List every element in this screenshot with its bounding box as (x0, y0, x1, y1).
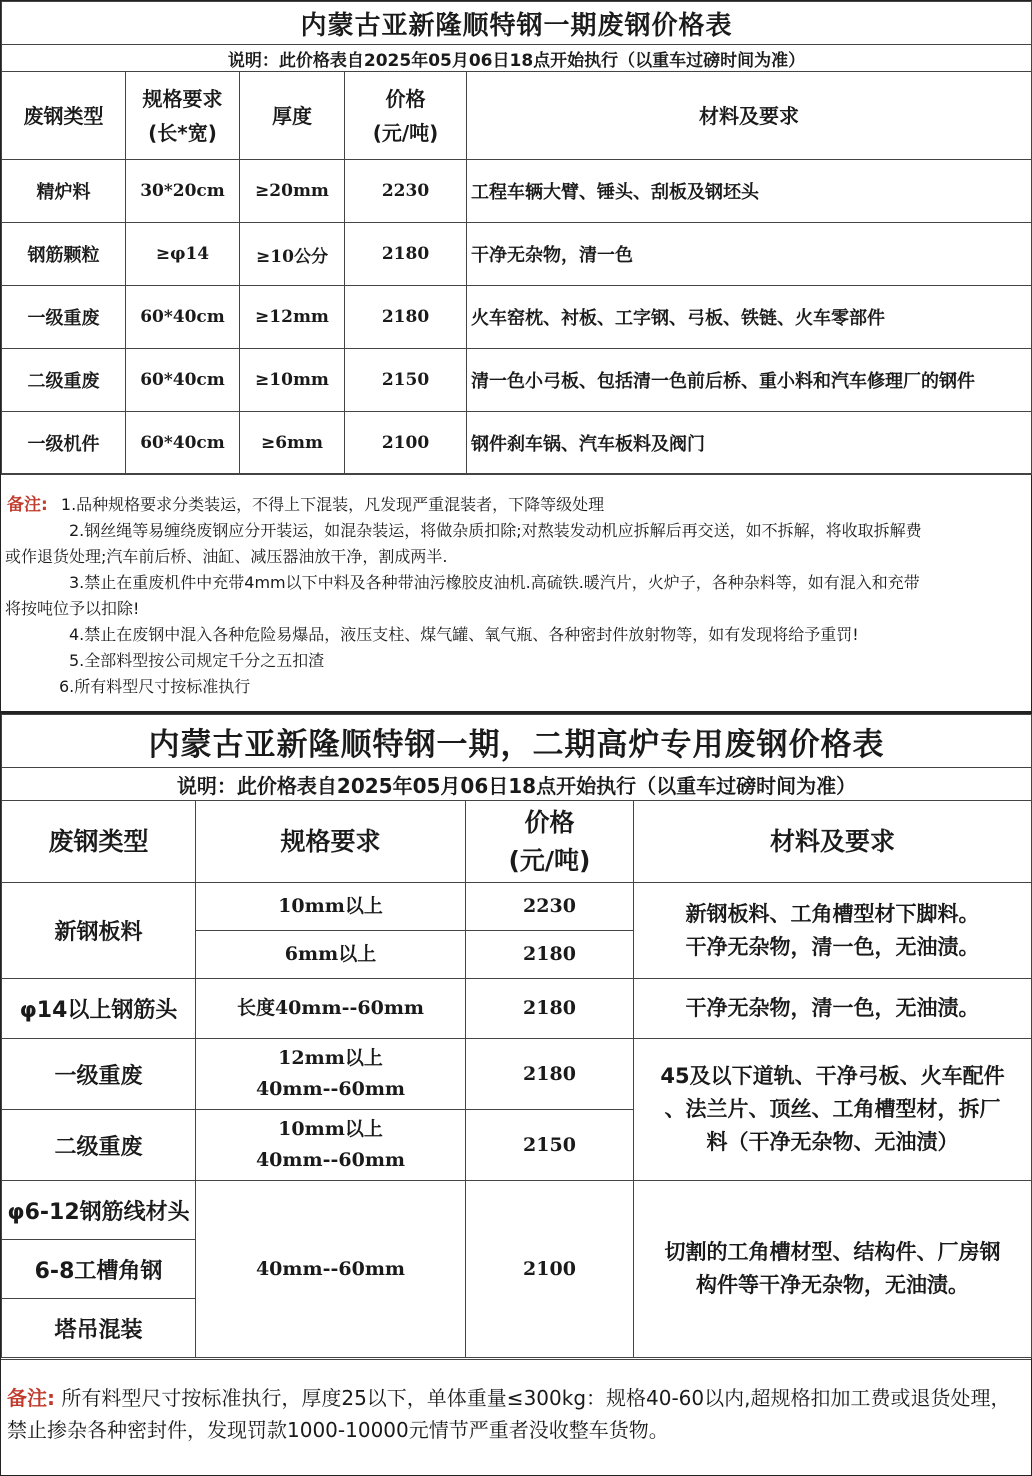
table-note: 说明：此价格表自2025年05月06日18点开始执行（以重车过磅时间为准） (2, 45, 1032, 72)
cell-type: 二级重废 (2, 349, 126, 412)
cell-material: 火车窑枕、衬板、工字钢、弓板、铁链、火车零部件 (467, 286, 1032, 349)
header-price (345, 72, 467, 160)
cell-type: 新钢板料 (2, 883, 196, 979)
cell-thickness: ≥6mm (240, 412, 345, 475)
remark-item-2a: 2.钢丝绳等易缠绕废钢应分开装运，如混杂装运，将做杂质扣除;对熬装发动机应拆解后再交送，如不拆解，将收取拆解费 (69, 521, 922, 540)
remark-item-3b: 将按吨位予以扣除! (5, 599, 140, 618)
cell-thickness: ≥10公分 (240, 223, 345, 286)
header-spec (126, 72, 240, 160)
spec-line: 40mm--60mm (255, 1078, 406, 1100)
remarks-phase1 (1, 473, 1031, 710)
cell-spec: ≥φ14 (126, 223, 240, 286)
cell-type: 钢筋颗粒 (2, 223, 126, 286)
table-title: 内蒙古亚新隆顺特钢一期废钢价格表 (2, 2, 1032, 45)
material-line: 切割的工角槽材型、结构件、厂房钢 (664, 1240, 1001, 1264)
remarks-label: 备注: (7, 495, 48, 515)
remark-item-6: 6.所有料型尺寸按标准执行 (59, 677, 251, 696)
header-price-line1: 价格 (385, 86, 426, 111)
header-type: 废钢类型 (2, 72, 126, 160)
header-material: 材料及要求 (634, 801, 1032, 883)
cell-price: 2100 (345, 412, 467, 475)
material-line: 新钢板料、工角槽型材下脚料。 (685, 901, 980, 926)
cell-price: 2230 (345, 160, 467, 223)
remark-item-5: 5.全部料型按公司规定千分之五扣渣 (69, 651, 325, 670)
header-price-line2: (元/吨) (508, 845, 591, 875)
cell-price: 2150 (345, 349, 467, 412)
cell-material: 干净无杂物，清一色 (467, 223, 1032, 286)
spec-line: 12mm以上 (278, 1047, 383, 1069)
material-line: 干净无杂物，清一色，无油渍。 (685, 934, 980, 959)
cell-spec: 60*40cm (126, 412, 240, 475)
header-material: 材料及要求 (467, 72, 1032, 160)
price-table-phase1 (1, 1, 1032, 475)
remark-item-3a: 3.禁止在重废机件中充带4mm以下中料及各种带油污橡胶皮油机.高硫铁.暖汽片，火炉子，各种杂料等，如有混入和充带 (69, 573, 920, 592)
cell-price: 2180 (345, 286, 467, 349)
cell-spec (196, 1110, 466, 1181)
header-spec: 规格要求 (196, 801, 466, 883)
cell-thickness: ≥20mm (240, 160, 345, 223)
cell-price: 2180 (466, 1039, 634, 1110)
header-price-line2: (元/吨) (372, 120, 439, 145)
cell-price: 2100 (466, 1181, 634, 1358)
remarks-text: 所有料型尺寸按标准执行，厚度25以下，单体重量≤300kg：规格40-60以内,超规格扣加工费或退货处理，禁止掺杂各种密封件，发现罚款1000-10000元情节严重者没收整车货物。 (7, 1386, 1011, 1442)
remark-item-1: 1.品种规格要求分类装运，不得上下混装，凡发现严重混装者，下降等级处理 (60, 495, 605, 514)
remark-item-4: 4.禁止在废钢中混入各种危险易爆品，液压支柱、煤气罐、氧气瓶、各种密封件放射物等，如有发现将给予重罚! (69, 625, 859, 644)
cell-material: 钢件刹车锅、汽车板料及阀门 (467, 412, 1032, 475)
cell-price: 2180 (466, 931, 634, 979)
cell-spec: 60*40cm (126, 349, 240, 412)
cell-material: 清一色小弓板、包括清一色前后桥、重小料和汽车修理厂的钢件 (467, 349, 1032, 412)
spec-line: 10mm以上 (278, 1118, 383, 1140)
header-spec-line2: (长*宽) (148, 120, 217, 145)
cell-spec: 30*20cm (126, 160, 240, 223)
cell-thickness: ≥12mm (240, 286, 345, 349)
cell-spec: 60*40cm (126, 286, 240, 349)
cell-material (634, 1181, 1032, 1358)
table-row (2, 1181, 1032, 1240)
cell-material: 干净无杂物，清一色，无油渍。 (634, 979, 1032, 1039)
cell-type: 6-8工槽角钢 (2, 1240, 196, 1299)
remarks-blast-furnace (1, 1359, 1031, 1476)
cell-type: 精炉料 (2, 160, 126, 223)
header-type: 废钢类型 (2, 801, 196, 883)
table-row (2, 286, 1032, 349)
cell-type: 二级重废 (2, 1110, 196, 1181)
table-row (2, 1039, 1032, 1110)
cell-type: 塔吊混装 (2, 1299, 196, 1358)
cell-type: 一级重废 (2, 286, 126, 349)
table-row (2, 412, 1032, 475)
cell-material: 工程车辆大臂、锤头、刮板及钢坯头 (467, 160, 1032, 223)
table-note: 说明：此价格表自2025年05月06日18点开始执行（以重车过磅时间为准） (2, 768, 1032, 801)
cell-type: φ6-12钢筋线材头 (2, 1181, 196, 1240)
cell-thickness: ≥10mm (240, 349, 345, 412)
cell-spec: 10mm以上 (196, 883, 466, 931)
cell-spec: 40mm--60mm (196, 1181, 466, 1358)
cell-price: 2180 (345, 223, 467, 286)
cell-type: 一级机件 (2, 412, 126, 475)
table-row (2, 223, 1032, 286)
cell-spec: 长度40mm--60mm (196, 979, 466, 1039)
cell-spec: 6mm以上 (196, 931, 466, 979)
cell-spec (196, 1039, 466, 1110)
cell-price: 2230 (466, 883, 634, 931)
price-table-blast-furnace (1, 714, 1032, 1358)
header-spec-line1: 规格要求 (142, 86, 223, 111)
material-line: 45及以下道轨、干净弓板、火车配件 (660, 1064, 1005, 1088)
remarks-label: 备注: (7, 1386, 55, 1410)
cell-price: 2150 (466, 1110, 634, 1181)
material-line: 料（干净无杂物、无油渍） (706, 1130, 959, 1154)
table-row (2, 160, 1032, 223)
material-line: 构件等干净无杂物，无油渍。 (696, 1273, 969, 1297)
table-row (2, 349, 1032, 412)
header-price-line1: 价格 (524, 807, 575, 837)
cell-material (634, 883, 1032, 979)
cell-type: φ14以上钢筋头 (2, 979, 196, 1039)
cell-material (634, 1039, 1032, 1181)
table-title: 内蒙古亚新隆顺特钢一期，二期高炉专用废钢价格表 (2, 715, 1032, 768)
spec-line: 40mm--60mm (255, 1149, 406, 1171)
header-thickness: 厚度 (240, 72, 345, 160)
cell-type: 一级重废 (2, 1039, 196, 1110)
cell-price: 2180 (466, 979, 634, 1039)
material-line: 、法兰片、顶丝、工角槽型材，拆厂 (664, 1097, 1001, 1121)
table-row (2, 979, 1032, 1039)
header-price (466, 801, 634, 883)
table-row (2, 883, 1032, 931)
remark-item-2b: 或作退货处理;汽车前后桥、油缸、减压器油放干净，割成两半. (5, 547, 448, 566)
